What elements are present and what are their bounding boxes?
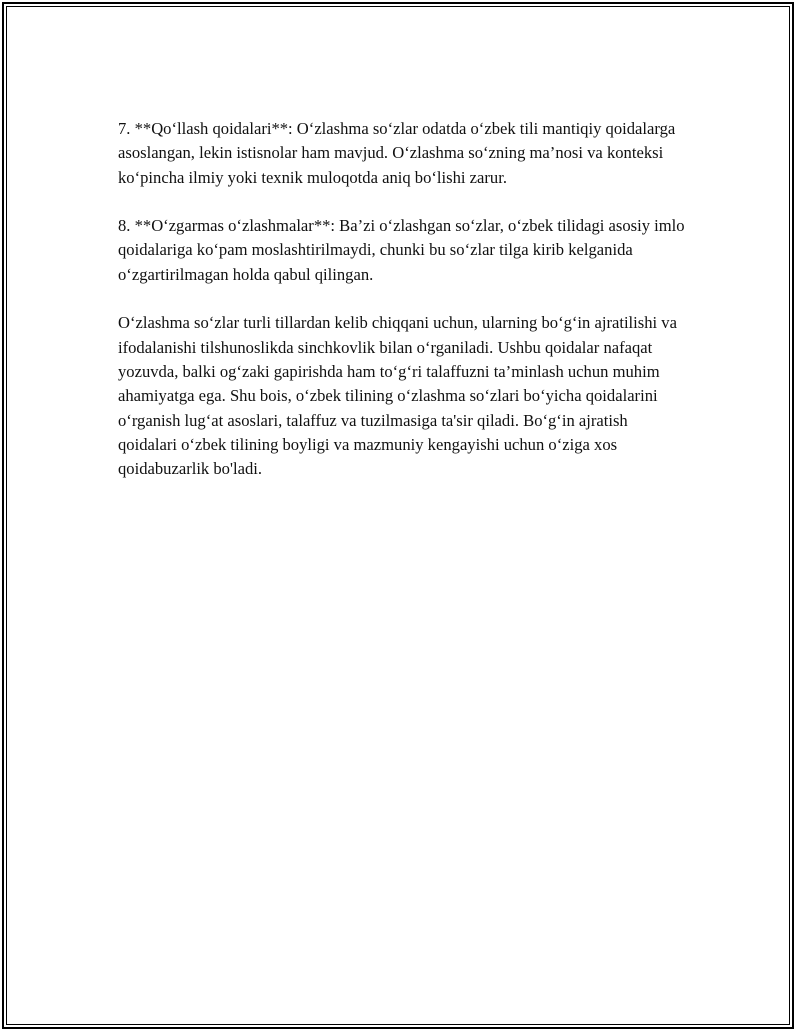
paragraph-rule-7: 7. **Qo‘llash qoidalari**: O‘zlashma so‘zlar odatda o‘zbek tili mantiqiy qoidalarga asoslangan, lekin istisnolar ham mavjud. O‘zlashma so‘zning ma’nosi va konteksi ko‘pincha ilmiy yoki texnik muloqotda aniq bo‘lishi zarur. (118, 119, 676, 187)
paragraph-rule-8: 8. **O‘zgarmas o‘zlashmalar**: Ba’zi o‘zlashgan so‘zlar, o‘zbek tilidagi asosiy imlo qoidalariga ko‘pam moslashtirilmaydi, chunki bu so‘zlar tilga kirib kelganida o‘zgartirilmagan holda qabul qilingan. (118, 216, 685, 284)
document-body (118, 117, 688, 506)
paragraph-conclusion: O‘zlashma so‘zlar turli tillardan kelib chiqqani uchun, ularning bo‘g‘in ajratilishi va ifodalanishi tilshunoslikda sinchkovlik bilan o‘rganiladi. Ushbu qoidalar nafaqat yozuvda, balki og‘zaki gapirishda ham to‘g‘ri talaffuzni ta’minlash uchun muhim ahamiyatga ega. Shu bois, o‘zbek tilining o‘zlashma so‘zlari bo‘yicha qoidalarini o‘rganish lug‘at asoslari, talaffuz va tuzilmasiga ta'sir qiladi. Bo‘g‘in ajratish qoidalari o‘zbek tilining boyligi va mazmuniy kengayishi uchun o‘ziga xos qoidabuzarlik bo'ladi. (118, 313, 677, 479)
